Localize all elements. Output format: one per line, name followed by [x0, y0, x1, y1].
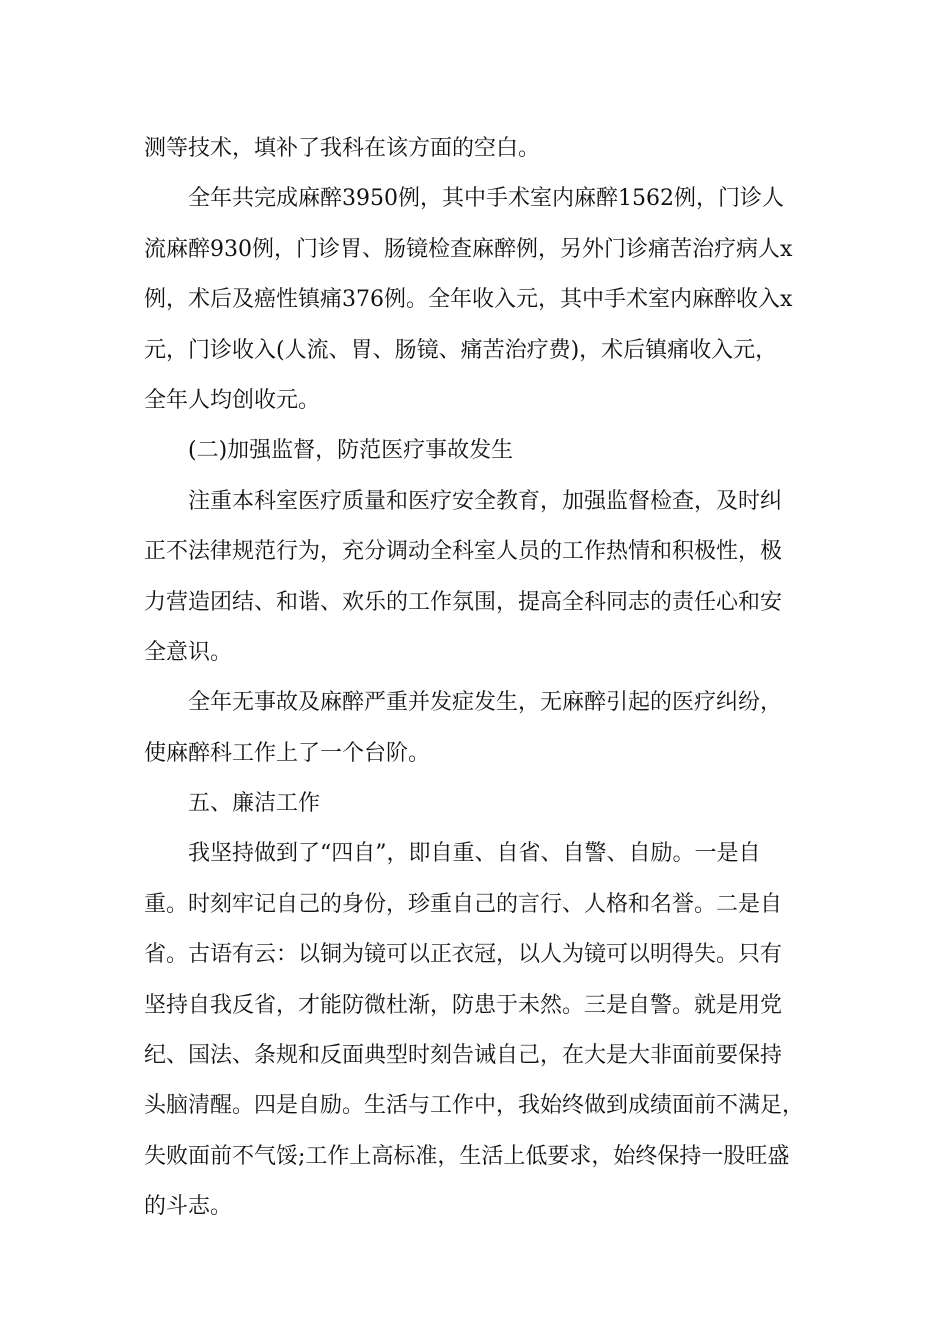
text-line: 头脑清醒。四是自励。生活与工作中，我始终做到成绩面前不满足， [144, 1093, 805, 1119]
text-line: 的斗志。 [144, 1194, 233, 1220]
text-line: 正不法律规范行为，充分调动全科室人员的工作热情和积极性，极 [144, 539, 783, 565]
text-line: 纪、国法、条规和反面典型时刻告诫自己，在大是大非面前要保持 [144, 1043, 783, 1069]
section-heading: 五、廉洁工作 [188, 791, 321, 817]
text-line: 力营造团结、和谐、欢乐的工作氛围，提高全科同志的责任心和安 [144, 589, 783, 615]
text-line: 全意识。 [144, 639, 233, 665]
text-line: 重。时刻牢记自己的身份，珍重自己的言行、人格和名誉。二是自 [144, 891, 783, 917]
text-line: 失败面前不气馁;工作上高标准，生活上低要求，始终保持一股旺盛 [144, 1143, 790, 1169]
text-line: 测等技术，填补了我科在该方面的空白。 [144, 136, 541, 161]
paragraph-start-line: 注重本科室医疗质量和医疗安全教育，加强监督检查，及时纠 [188, 488, 783, 514]
text-line: 流麻醉930例，门诊胃、肠镜检查麻醉例，另外门诊痛苦治疗病人x [144, 236, 793, 262]
text-line: 省。古语有云：以铜为镜可以正衣冠，以人为镜可以明得失。只有 [144, 942, 783, 968]
section-heading: (二)加强监督，防范医疗事故发生 [188, 438, 514, 464]
paragraph-start-line: 我坚持做到了“四自”，即自重、自省、自警、自励。一是自 [188, 841, 761, 867]
document-page [144, 124, 810, 1233]
text-line: 元，门诊收入(人流、胃、肠镜、痛苦治疗费)，术后镇痛收入元， [144, 337, 778, 363]
text-line: 例，术后及癌性镇痛376例。全年收入元，其中手术室内麻醉收入x [144, 287, 793, 313]
text-line: 全年人均创收元。 [144, 387, 321, 413]
text-line: 使麻醉科工作上了一个台阶。 [144, 740, 431, 766]
text-line: 坚持自我反省，才能防微杜渐，防患于未然。三是自警。就是用党 [144, 992, 783, 1018]
paragraph-start-line: 全年共完成麻醉3950例，其中手术室内麻醉1562例，门诊人 [188, 186, 784, 212]
paragraph-start-line: 全年无事故及麻醉严重并发症发生，无麻醉引起的医疗纠纷， [188, 690, 783, 716]
